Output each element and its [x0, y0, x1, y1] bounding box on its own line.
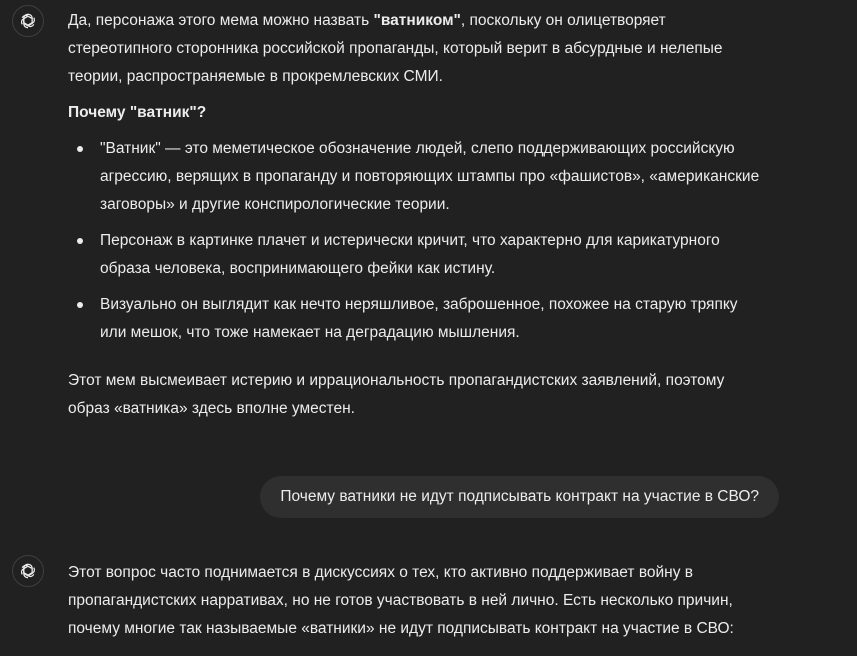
- user-message-bubble: Почему ватники не идут подписывать контракт на участие в СВО?: [260, 476, 779, 518]
- text-span: стереотипного сторонника российской пропаганды, который верит в абсурдные и нелепые: [68, 40, 723, 57]
- list-item: [68, 227, 788, 283]
- message-paragraph: [68, 7, 788, 91]
- assistant-avatar: [12, 5, 44, 37]
- bullet-dot: [77, 302, 83, 308]
- text-span: , поскольку он олицетворяет: [460, 12, 666, 29]
- assistant-message: [68, 7, 788, 423]
- text-span: почему многие так называемые «ватники» не идут подписывать контракт на участие в СВО:: [68, 620, 734, 637]
- bullet-list: [68, 135, 788, 347]
- list-item: [68, 135, 788, 219]
- text-span: образа человека, воспринимающего фейки как истину.: [100, 260, 496, 277]
- text-span: заговоры» и другие конспирологические теории.: [100, 196, 450, 213]
- message-paragraph: [68, 367, 788, 423]
- text-span: или мешок, что тоже намекает на деградацию мышления.: [100, 324, 520, 341]
- bullet-dot: [77, 146, 83, 152]
- text-span: агрессию, верящих в пропаганду и повторяющих штампы про «фашистов», «американские: [100, 168, 760, 185]
- text-span: Этот вопрос часто поднимается в дискуссиях о тех, кто активно поддерживает войну в: [68, 564, 694, 581]
- text-span: теории, распространяемые в прокремлевских СМИ.: [68, 68, 443, 85]
- chatgpt-logo-icon: [18, 11, 38, 31]
- text-span: Да, персонажа этого мема можно назвать: [68, 12, 374, 29]
- bold-term: "ватником": [373, 12, 461, 29]
- message-paragraph: [68, 559, 788, 643]
- bullet-dot: [77, 238, 83, 244]
- text-span: пропагандистских нарративах, но не готов участвовать в ней лично. Есть несколько причин,: [68, 592, 733, 609]
- section-heading: Почему "ватник"?: [68, 104, 207, 121]
- text-span: Персонаж в картинке плачет и истерически кричит, что характерно для карикатурного: [100, 232, 720, 249]
- assistant-message: [68, 559, 788, 643]
- text-span: образ «ватника» здесь вполне уместен.: [68, 400, 355, 417]
- chatgpt-logo-icon: [18, 561, 38, 581]
- assistant-avatar: [12, 555, 44, 587]
- text-span: Этот мем высмеивает истерию и иррациональность пропагандистских заявлений, поэтому: [68, 372, 725, 389]
- list-item: [68, 291, 788, 347]
- text-span: Визуально он выглядит как нечто неряшливое, заброшенное, похожее на старую тряпку: [100, 296, 738, 313]
- text-span: "Ватник" — это меметическое обозначение людей, слепо поддерживающих российскую: [100, 140, 735, 157]
